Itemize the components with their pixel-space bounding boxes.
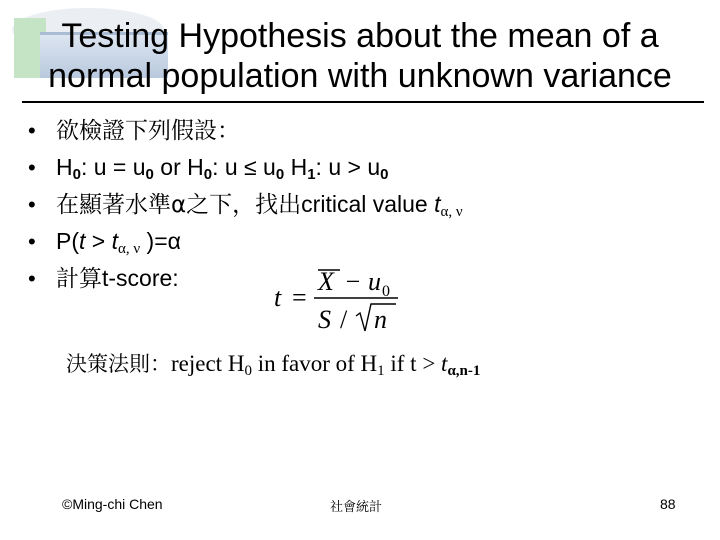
- formula-s: S: [318, 305, 331, 334]
- p-close: )=α: [140, 228, 181, 254]
- u0-sub: 0: [145, 166, 154, 183]
- h0-symbol: H: [56, 154, 73, 180]
- title-divider: [22, 101, 704, 103]
- decision-h1-sub: 1: [377, 363, 385, 379]
- decision-t-sub: α,n-1: [447, 363, 481, 379]
- decision-text-1: reject H: [171, 351, 245, 376]
- page-number: 88: [660, 496, 676, 512]
- bullet-5-cjk: 計算: [56, 266, 102, 292]
- bullet-critical-value: [28, 186, 708, 223]
- bullet-3-cjk: 在顯著水準α之下，找出: [56, 192, 302, 218]
- footer-author: ©Ming-chi Chen: [62, 496, 163, 512]
- decision-text-3: if t >: [384, 351, 442, 376]
- decision-text-2: in favor of H: [251, 351, 378, 376]
- h0-sub: 0: [72, 166, 81, 183]
- footer-course: 社會統計: [330, 500, 383, 515]
- title-line-2: normal population with unknown variance: [48, 57, 672, 95]
- formula-n: n: [374, 305, 387, 334]
- t-score-formula: [268, 258, 418, 338]
- h0-eq-text: : u = u: [80, 154, 146, 180]
- formula-slash: /: [340, 305, 348, 334]
- bullet-hypotheses-intro: [28, 112, 708, 149]
- formula-t: t: [274, 283, 282, 312]
- decision-t-symbol: t: [441, 351, 448, 376]
- bullet-5-text: t-score:: [102, 265, 179, 291]
- gt-text: >: [85, 228, 112, 254]
- h0b-sub: 0: [203, 166, 213, 183]
- t-symbol-2: t: [111, 228, 118, 254]
- t-sub: α, ν: [118, 241, 141, 257]
- formula-xbar: X: [318, 267, 334, 296]
- t-symbol: t: [434, 191, 441, 217]
- bullet-probability: [28, 223, 708, 260]
- u0c-sub: 0: [380, 166, 389, 183]
- slide-title: [0, 16, 720, 96]
- formula-minus-u: − u: [344, 267, 382, 296]
- formula-equals: =: [292, 283, 307, 312]
- h0-le-text: : u ≤ u: [212, 154, 276, 180]
- h1-gt-text: : u > u: [315, 154, 381, 180]
- h1-sub: 1: [307, 166, 316, 183]
- t-symbol: t: [79, 228, 86, 254]
- title-line-1: Testing Hypothesis about the mean of a: [61, 17, 659, 55]
- t-sub: α, ν: [440, 204, 463, 220]
- decision-h0-sub: 0: [244, 363, 252, 379]
- decision-label: 決策法則：: [66, 352, 171, 376]
- u0b-sub: 0: [275, 166, 285, 183]
- bullet-3-text: critical value: [301, 191, 435, 217]
- or-text: or H: [153, 154, 204, 180]
- formula-u-sub: 0: [382, 283, 390, 300]
- bullet-1-text: 欲檢證下列假設：: [56, 118, 240, 144]
- bullet-hypotheses: [28, 149, 708, 186]
- h1-symbol: H: [284, 154, 308, 180]
- p-open: P(: [56, 228, 79, 254]
- decision-rule: [66, 348, 480, 378]
